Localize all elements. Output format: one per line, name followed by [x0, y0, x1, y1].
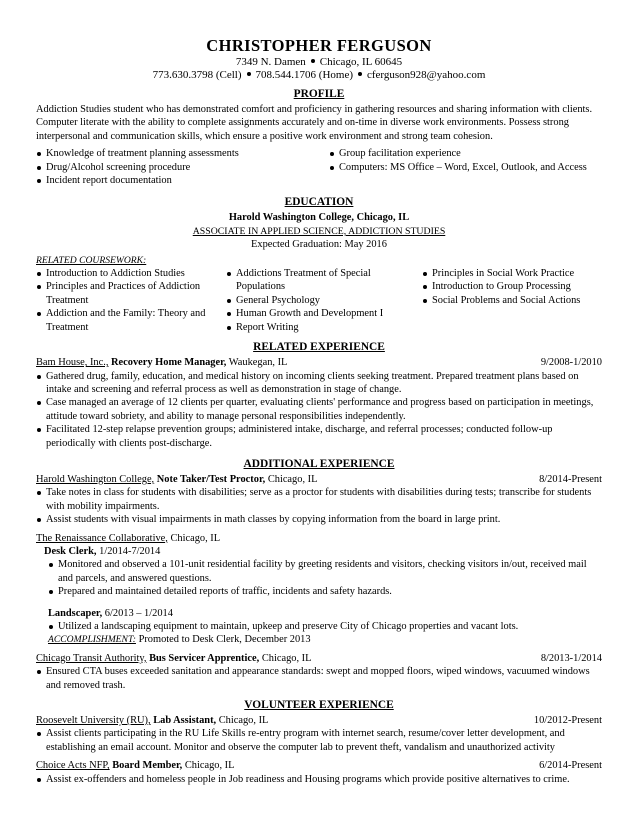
job-org: Bam House, Inc., — [36, 357, 109, 369]
job-title: Landscaper, — [48, 607, 103, 619]
coursework-list — [36, 267, 602, 334]
job-org: Harold Washington College, — [36, 473, 155, 485]
course-item: Addictions Treatment of Special Populations — [226, 267, 410, 294]
job-location: Chicago, IL — [218, 715, 269, 727]
job-bullet: Assist clients participating in the RU Life Skills re-entry program with internet search, resume/cover letter development, and establishing an email account. Monitor and observe the computer lab to prevent theft, vandalism and unauthorized activity — [36, 727, 602, 754]
job-bullet: Prepared and maintained detailed reports of traffic, incidents and safety hazards. — [48, 585, 602, 598]
course-item: General Psychology — [226, 294, 410, 307]
job-bullet: Utilized a landscaping equipment to maintain, upkeep and preserve City of Chicago properties and vacant lots. — [48, 620, 602, 633]
skills-list — [36, 147, 602, 187]
section-heading-education: EDUCATION — [284, 196, 354, 209]
job-dates: 1/2014-7/2014 — [99, 545, 161, 557]
address-city: Chicago, IL 60645 — [319, 56, 403, 68]
phone-home: 708.544.1706 (Home) — [255, 69, 353, 81]
course-item: Human Growth and Development I — [226, 307, 410, 320]
candidate-name: CHRISTOPHER FERGUSON — [206, 36, 432, 55]
job-location: Chicago, IL — [261, 652, 312, 664]
course-item: Report Writing — [226, 321, 410, 334]
subjob-header-desk-clerk — [36, 545, 602, 558]
skill-item: Drug/Alcohol screening procedure — [36, 161, 329, 174]
accomplishment-text: Promoted to Desk Clerk, December 2013 — [138, 634, 311, 646]
job-header-collaborative — [36, 532, 602, 545]
job-title: Board Member, — [112, 760, 183, 772]
job-bullet: Ensured CTA buses exceeded sanitation and appearance standards: swept and mopped floors, wiped windows, vacuumed windows and removed trash. — [36, 665, 602, 692]
job-org: Choice Acts NFP, — [36, 760, 110, 772]
skill-item: Incident report documentation — [36, 174, 329, 187]
job-bullet: Assist ex-offenders and homeless people in Job readiness and Housing programs which provide positive alternatives to crime. — [36, 773, 602, 786]
job-location: Chicago, IL — [170, 532, 221, 544]
job-title: Bus Servicer Apprentice, — [149, 652, 260, 664]
subjob-header-landscaper — [36, 607, 602, 620]
job-header-bam-house — [36, 356, 602, 369]
resume-page — [36, 36, 602, 786]
school-name: Harold Washington College, Chicago, IL — [228, 212, 410, 224]
job-bullets — [36, 773, 602, 786]
job-bullets — [36, 665, 602, 692]
job-org: Roosevelt University (RU), — [36, 715, 151, 727]
job-org: The Renaissance Collaborative, — [36, 532, 168, 544]
accomplishment-label: ACCOMPLISHMENT: — [48, 634, 136, 646]
profile-summary: Addiction Studies student who has demonstrated comfort and proficiency in gathering resources and sharing information with clients. Computer literate with the ability to complete assignments accurately and on-time in diverse work environments. Possess strong interpersonal and communication skills, which ensure a positive work environment and strong team cohesion. — [36, 104, 593, 142]
section-heading-related-experience: RELATED EXPERIENCE — [253, 341, 385, 354]
course-item: Principles and Practices of Addiction Treatment — [36, 280, 216, 307]
section-heading-volunteer-experience: VOLUNTEER EXPERIENCE — [244, 699, 394, 712]
job-location: Chicago, IL — [184, 760, 235, 772]
skill-item: Group facilitation experience — [329, 147, 602, 160]
skill-item: Knowledge of treatment planning assessments — [36, 147, 329, 160]
job-org: Chicago Transit Authority, — [36, 652, 147, 664]
course-item: Principles in Social Work Practice — [422, 267, 602, 280]
job-bullets — [36, 486, 602, 526]
bullet-separator-icon — [311, 59, 315, 63]
job-dates: 9/2008-1/2010 — [540, 357, 602, 369]
job-dates: 6/2014-Present — [539, 760, 602, 772]
phone-email-line — [36, 69, 602, 82]
course-item: Social Problems and Social Actions — [422, 294, 602, 307]
job-bullet: Assist students with visual impairments in math classes by copying information from the board in large print. — [36, 513, 602, 526]
job-bullet: Monitored and observed a 101-unit residential facility by greeting residents and visitors, checking visitors in/out, received mail and parcels, and answered questions. — [48, 558, 602, 585]
section-heading-profile: PROFILE — [293, 88, 345, 100]
job-header-hwc — [36, 473, 602, 486]
skill-item: Computers: MS Office – Word, Excel, Outlook, and Access — [329, 161, 602, 174]
job-bullet: Take notes in class for students with disabilities; serve as a proctor for students with disabilities during tests; transcribe for students with mobility impairments. — [36, 486, 602, 513]
course-item: Introduction to Group Processing — [422, 280, 602, 293]
job-bullet: Gathered drug, family, education, and medical history on incoming clients seeking treatment. Prepared treatment plans based on intake and screening and referral process as well as demonstration in stage of change. — [36, 370, 602, 397]
job-title: Recovery Home Manager, — [111, 357, 227, 369]
job-dates: 8/2013-1/2014 — [540, 652, 602, 664]
graduation-date: Expected Graduation: May 2016 — [251, 239, 387, 251]
job-location: Waukegan, IL — [228, 357, 288, 369]
section-heading-additional-experience: ADDITIONAL EXPERIENCE — [243, 457, 395, 470]
job-header-choice-acts — [36, 759, 602, 772]
address-line — [36, 56, 602, 69]
job-title: Desk Clerk, — [44, 545, 97, 557]
bullet-separator-icon — [358, 72, 362, 76]
job-bullet: Facilitated 12-step relapse prevention groups; administered intake, discharge, and referral processes; conducted follow-up periodically with clients post-discharge. — [36, 423, 602, 450]
job-title: Note Taker/Test Proctor, — [156, 473, 266, 485]
job-bullets — [36, 620, 602, 633]
address-street: 7349 N. Damen — [235, 56, 306, 68]
accomplishment-line — [36, 633, 602, 646]
job-bullets — [36, 727, 602, 754]
job-dates: 10/2012-Present — [533, 715, 602, 727]
job-bullets — [36, 558, 602, 598]
job-bullets — [36, 370, 602, 450]
job-dates: 8/2014-Present — [539, 473, 602, 485]
job-title: Lab Assistant, — [153, 715, 217, 727]
coursework-label: RELATED COURSEWORK: — [36, 254, 147, 266]
job-header-cta — [36, 652, 602, 665]
email-address[interactable]: cferguson928@yahoo.com — [367, 69, 486, 81]
bullet-separator-icon — [247, 72, 251, 76]
job-header-roosevelt — [36, 714, 602, 727]
phone-cell: 773.630.3798 (Cell) — [152, 69, 242, 81]
degree: ASSOCIATE IN APPLIED SCIENCE, ADDICTION STUDIES — [192, 225, 446, 237]
job-bullet: Case managed an average of 12 clients per quarter, evaluating clients' performance and progress based on participation in meetings, attitude toward sobriety, and ability to manage personal responsibilities independently. — [36, 396, 602, 423]
course-item: Introduction to Addiction Studies — [36, 267, 216, 280]
job-dates: 6/2013 – 1/2014 — [104, 607, 173, 619]
course-item: Addiction and the Family: Theory and Treatment — [36, 307, 216, 334]
job-location: Chicago, IL — [267, 473, 318, 485]
